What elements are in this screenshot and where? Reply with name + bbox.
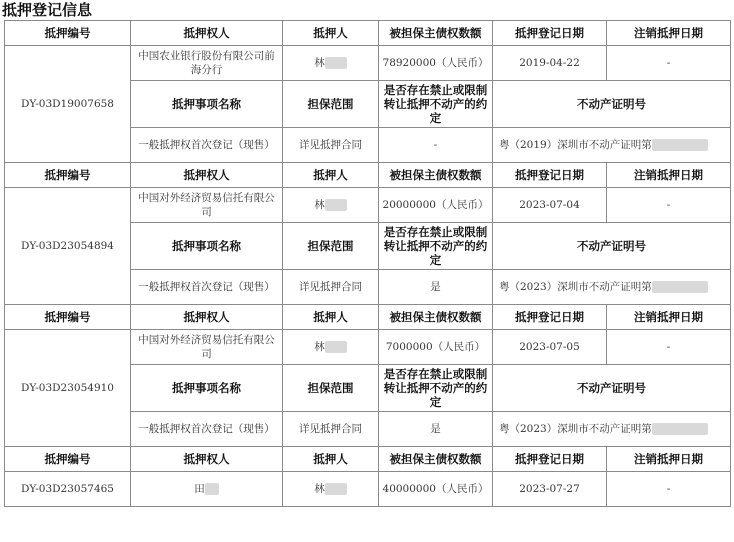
mortgagee-cell xyxy=(131,472,283,507)
mortgage-no-cell: DY-03D23057465 xyxy=(5,472,131,507)
header-mortgagor: 抵押人 xyxy=(283,305,379,330)
header-mortgagor: 抵押人 xyxy=(283,21,379,46)
header-cert: 不动产证明号 xyxy=(493,223,731,270)
item-cell: 一般抵押权首次登记（现售） xyxy=(131,270,283,305)
header-mortgage-no: 抵押编号 xyxy=(5,21,131,46)
header-cert: 不动产证明号 xyxy=(493,365,731,412)
scope-cell: 详见抵押合同 xyxy=(283,412,379,447)
mortgagor-name: 林 xyxy=(314,483,325,495)
header-restrict: 是否存在禁止或限制转让抵押不动产的约定 xyxy=(379,365,493,412)
reg-date-cell: 2023-07-27 xyxy=(493,472,607,507)
header-reg-date: 抵押登记日期 xyxy=(493,163,607,188)
mortgagee-cell: 中国对外经济贸易信托有限公司 xyxy=(131,330,283,365)
header-mortgagor: 抵押人 xyxy=(283,447,379,472)
amount-cell: 78920000（人民币） xyxy=(379,46,493,81)
item-cell: 一般抵押权首次登记（现售） xyxy=(131,412,283,447)
reg-date-cell: 2023-07-04 xyxy=(493,188,607,223)
scope-cell: 详见抵押合同 xyxy=(283,128,379,163)
restrict-cell: - xyxy=(379,128,493,163)
header-reg-date: 抵押登记日期 xyxy=(493,305,607,330)
mortgage-no-cell: DY-03D19007658 xyxy=(5,46,131,163)
mortgagor-cell xyxy=(283,330,379,365)
cancel-date-cell: - xyxy=(607,46,731,81)
header-item-name: 抵押事项名称 xyxy=(131,365,283,412)
header-mortgage-no: 抵押编号 xyxy=(5,305,131,330)
table-row xyxy=(5,46,731,81)
cert-text: 粤（2023）深圳市不动产证明第 xyxy=(499,281,652,293)
reg-date-cell: 2019-04-22 xyxy=(493,46,607,81)
amount-cell: 20000000（人民币） xyxy=(379,188,493,223)
table-header-row xyxy=(5,305,731,330)
mortgagor-name: 林 xyxy=(314,199,325,211)
mortgagor-cell xyxy=(283,188,379,223)
header-item-name: 抵押事项名称 xyxy=(131,81,283,128)
cert-cell xyxy=(493,270,731,305)
header-mortgagor: 抵押人 xyxy=(283,163,379,188)
item-cell: 一般抵押权首次登记（现售） xyxy=(131,128,283,163)
header-cancel-date: 注销抵押日期 xyxy=(607,21,731,46)
header-cert: 不动产证明号 xyxy=(493,81,731,128)
cancel-date-cell: - xyxy=(607,188,731,223)
table-header-row xyxy=(5,163,731,188)
mortgagor-name: 林 xyxy=(314,341,325,353)
mortgagor-name: 林 xyxy=(314,57,325,69)
header-restrict: 是否存在禁止或限制转让抵押不动产的约定 xyxy=(379,81,493,128)
redaction-blur xyxy=(325,483,347,495)
header-mortgagee: 抵押权人 xyxy=(131,305,283,330)
mortgage-no-cell: DY-03D23054894 xyxy=(5,188,131,305)
table-row xyxy=(5,330,731,365)
header-cancel-date: 注销抵押日期 xyxy=(607,163,731,188)
header-reg-date: 抵押登记日期 xyxy=(493,447,607,472)
mortgagee-cell: 中国农业银行股份有限公司前海分行 xyxy=(131,46,283,81)
mortgagee-name: 田 xyxy=(194,483,205,495)
mortgagee-cell: 中国对外经济贸易信托有限公司 xyxy=(131,188,283,223)
redaction-blur xyxy=(325,199,347,211)
header-amount: 被担保主债权数额 xyxy=(379,163,493,188)
redaction-blur xyxy=(652,281,708,293)
redaction-blur xyxy=(325,341,347,353)
redaction-blur xyxy=(205,483,219,495)
mortgagor-cell xyxy=(283,46,379,81)
redaction-blur xyxy=(325,57,347,69)
amount-cell: 7000000（人民币） xyxy=(379,330,493,365)
redaction-blur xyxy=(652,423,708,435)
header-scope: 担保范围 xyxy=(283,81,379,128)
header-cancel-date: 注销抵押日期 xyxy=(607,447,731,472)
mortgagor-cell xyxy=(283,472,379,507)
section-title: 抵押登记信息 xyxy=(2,1,93,19)
mortgage-registration-table xyxy=(4,20,731,507)
scope-cell: 详见抵押合同 xyxy=(283,270,379,305)
header-restrict: 是否存在禁止或限制转让抵押不动产的约定 xyxy=(379,223,493,270)
cert-cell xyxy=(493,128,731,163)
table-row xyxy=(5,188,731,223)
cert-cell xyxy=(493,412,731,447)
header-mortgagee: 抵押权人 xyxy=(131,21,283,46)
restrict-cell: 是 xyxy=(379,270,493,305)
header-mortgage-no: 抵押编号 xyxy=(5,163,131,188)
header-item-name: 抵押事项名称 xyxy=(131,223,283,270)
header-reg-date: 抵押登记日期 xyxy=(493,21,607,46)
header-mortgagee: 抵押权人 xyxy=(131,163,283,188)
reg-date-cell: 2023-07-05 xyxy=(493,330,607,365)
restrict-cell: 是 xyxy=(379,412,493,447)
cancel-date-cell: - xyxy=(607,472,731,507)
header-mortgagee: 抵押权人 xyxy=(131,447,283,472)
cert-text: 粤（2019）深圳市不动产证明第 xyxy=(499,139,652,151)
header-scope: 担保范围 xyxy=(283,365,379,412)
table-header-row xyxy=(5,21,731,46)
header-amount: 被担保主债权数额 xyxy=(379,447,493,472)
header-amount: 被担保主债权数额 xyxy=(379,21,493,46)
cancel-date-cell: - xyxy=(607,330,731,365)
cert-text: 粤（2023）深圳市不动产证明第 xyxy=(499,423,652,435)
table-header-row xyxy=(5,447,731,472)
redaction-blur xyxy=(652,139,708,151)
mortgage-no-cell: DY-03D23054910 xyxy=(5,330,131,447)
amount-cell: 40000000（人民币） xyxy=(379,472,493,507)
header-scope: 担保范围 xyxy=(283,223,379,270)
header-mortgage-no: 抵押编号 xyxy=(5,447,131,472)
header-cancel-date: 注销抵押日期 xyxy=(607,305,731,330)
header-amount: 被担保主债权数额 xyxy=(379,305,493,330)
table-row xyxy=(5,472,731,507)
